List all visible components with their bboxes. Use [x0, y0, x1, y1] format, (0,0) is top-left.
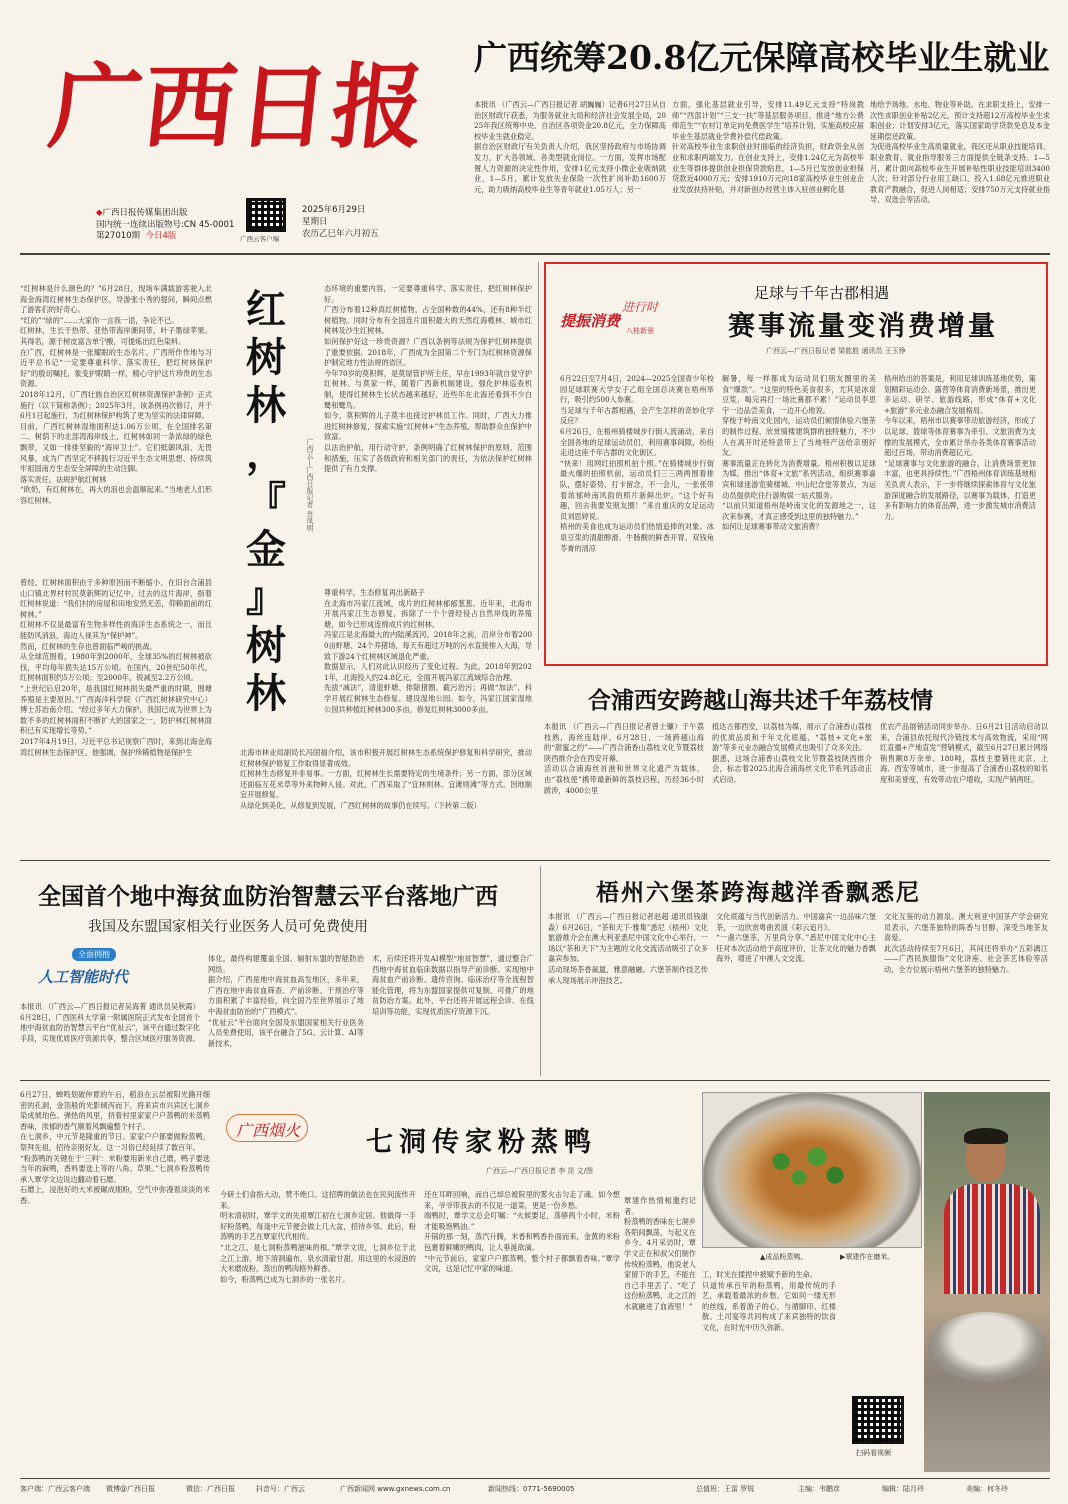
mangrove-headline-char: 树: [246, 334, 286, 381]
thalassemia-story: [20, 866, 534, 1076]
football-kicker: 足球与千年古郡相遇: [754, 284, 890, 302]
dish-photo: [702, 1092, 922, 1248]
section-divider-2: [20, 1080, 1050, 1081]
badge-tag: 八桂新景: [626, 327, 654, 335]
video-qr-caption: 扫码看视频: [856, 1449, 891, 1457]
masthead-meta: [96, 208, 234, 243]
lychee-col2: 抵达古都西安，以荔枝为媒，展示了合浦香山荔枝的优质品质和千年文化底蕴，“荔枝+文化+旅游”等多元业态融合发展模式也吸引了众多关注。 据悉，这场合浦香山荔枝文化节暨荔枝陕西推介会，标志着2025北海合浦海丝文化节系列活动正式启动。: [712, 722, 872, 784]
column-divider: [538, 262, 539, 650]
newspaper-logo: 广西日报: [44, 53, 432, 161]
football-byline: 广西云—广西日报记者 梁乾胜 通讯员 王玉铮: [766, 347, 906, 355]
lead-story-col3: 地给予场地、水电、物业等补助。在求职支持上，安排一次性求职创业补贴2亿元，预计支持超12万高校毕业生求职创业；计划安排3亿元，落实国家助学贷款免息及本金延期偿还政策。 为促进高校毕业生高质量就业，我区还从职业技能培训、职业教育、就业指导服务三方面提供全链条支持。1—5月，累计面向高校毕业生开展补贴性职业技能培训3400人次；针对部分行业用工缺口，投入1.68亿元推进职业教育产教融合，促进人岗相适；安排750万元支持就业指导、双选会等活动。: [870, 100, 1050, 205]
lychee-headline: 合浦西安跨越山海共述千年荔枝情: [588, 687, 933, 714]
lunar-date: 农历乙巳年六月初五: [302, 229, 379, 239]
man-hair: [964, 1128, 1008, 1144]
mangrove-byline: 广西云—广西日报记者 吾凤明: [306, 438, 314, 532]
tea-story: [548, 866, 1048, 1076]
yanhuo-badge: [226, 1108, 316, 1148]
qr-code-icon[interactable]: [246, 198, 286, 232]
date: 2025年6月29日: [302, 205, 366, 215]
mangrove-headline-char: 红: [246, 286, 286, 333]
mangrove-col1: “红树林是什么颜色的？”6月28日，现场车满载游客驶入北海金海湾红树林生态保护区，导游张小秀的提问，瞬间点燃了游客们的好奇心。 “红的”“绿的”……大家你一言我一语，争论不已。 红树林，生长于热带、亚热带海岸潮间带，叶子墨绿苹果。其得名，源于树皮富含单宁酸，可提炼出红色染料。 在广西，红树林是一张耀眼的生态名片。广西所作作地与习近平总书记“一定要尊重科学、落实责任，把红树林保护好”的殷切嘱托，象变护眼睛一样，精心守护这片珍贵的生态资源。 2018年12月，《广西壮族自治区红树林资源保护条例》正式施行（以下简称条例）；2025年3月，该条例再次修订，并于6月1日起施行，为红树林保护构筑了更为坚实的法律屏障。 目前，广西红树林湿地面积达1.06万公顷，在全国排名第二。树荫下的北部湾海岸线上，红树林如同一条浓绿的绿色飘带，又如一排排坚毅的“海岸卫士”。它们抵御风浪、无畏风暴，成为广西坚定不移践行习近平生态文明思想、持续筑牢祖国南方生态安全屏障的生动注脚。 落实责任，法规护航红树林 “欧奶，有红树林在，再大的浪也会温顺起来。”当地老人们形容红树林。: [20, 284, 212, 505]
footer-app: 客户端：广西云客户端: [20, 1485, 90, 1493]
football-story: [544, 262, 1048, 666]
mangrove-col2b: 尊重科学，生态修复再出新路子 在北海市冯家江流域，成片的红树林郁郁葱葱。近年来，北海市开展冯家江生态修复，拆除了一个个曾经侵占自然岸线的养殖塘，如今已形成连绵成片的红树林。 冯家江是北海最大的内陆溪流河。2018年之前，沿岸分布着2000亩虾塘、24个养猪场，每天有超过万吨的污水直接排入大海，导致下游24个红树林区域退化严重。 数据显示，人们对此认识经历了变化过程。为此，2018年到2021年，北海投入约24.8亿元，全面开展冯家江流域综合治理。 先拔“减法”，清退虾塘、排除猪圈、截污治污；再做“加法”，科学开展红树林生态修复、建设湿地公园。如今，冯家江国家湿地公园共种植红树林300多亩，修复红树林3000多亩。: [324, 588, 532, 714]
cilantro-garnish: [763, 1143, 853, 1189]
publisher: 广西日报传媒集团出版: [102, 208, 188, 218]
footer-douyin: 抖音号：广西云: [256, 1485, 305, 1493]
footer-wechat: 微信：广西日报: [186, 1485, 235, 1493]
footer-designer: 美编：何冬玲: [966, 1485, 1008, 1493]
issn: 国内统一连续出版物号:CN 45-0001: [96, 219, 235, 230]
thalassemia-col1: 本报讯 （广西云—广西日报记者吴海菁 通讯员吴秋霞）6月28日，广西医科大学第一附属医院正式发布全国首个地中海贫血防治智慧云平台“优祉云”，该平台通过数字化手段，实现优质医疗资源共享，整合区域医疗服务资源。: [20, 1002, 200, 1043]
football-col1: 6月22日至7月4日，2024—2025全国青少年校园足球联赛大学女子乙组全国总决赛在梧州举行，吸引约500人参赛。 当足球与千年古郡相遇，会产生怎样的奇妙化学反应？ 6月26日，在梧州骑楼城步行街人流涌动，来自全国各地的足球运动员们，利用赛事间隙，纷纷走进这座千年古郡的文化街区。 “快来！用网红拍照机拍个照。”在骑楼城步行街最火爆的拍照机前，运动员们三三两两围着排队，摆好姿势，打卡留念，不一会儿，一张张带着浓郁岭南风韵的照片新鲜出炉。“这个好有趣，回去我要发朋友圈！”来自重庆的女足运动员刘思婷说。 梧州的美食也成为运动员们热情追捧的对象。冰泉豆浆的清甜醇滑、牛肠酸的鲜香开胃、双钱龟苓膏的清凉: [560, 374, 714, 553]
footer-chief-editor: 主编：韦鹏彦: [798, 1485, 840, 1493]
date-block: [302, 204, 379, 240]
lead-story-col1: 本报讯 （广西云—广西日报记者 胡巍巍）记者6月27日从自治区财政厅获悉，为服务就业大局和经济社会发展全局，2025年我区统筹中央、自治区各项资金20.8亿元，全力保障高校毕业生就业稳定。 据自治区财政厅有关负责人介绍，我区坚持政府与市场协调发力，扩大各领域、各类型就业岗位。一方面，发挥市场配置人力资源的决定性作用，安排1亿元支持小微企业吸纳就业，1—5月，累计发放失业保险一次性扩岗补助1600万元，助力吸纳高校毕业生等青年就业1.05万人；另一: [474, 100, 666, 194]
duck-col1: 6月27日，蝉鸣划破仲夏的午后，稻浪在云层被阳光撕开细密的孔洞，金箔般的光影倾泻而下，将来宾市兴宾区七洞乡染成琥珀色。弹热的风里，挤着村里家家户户蒸鸭的米蒸鸭香味，浓郁的香气顺着风飘遍整个村子。 在七洞乡，中元节是隆重的节日。家家户户都要做粉蒸鸭，祭拜先祖，招待亲朋好友。这一习俗已经延续了数百年。 “粉蒸鸭的关键在于‘三料’：米粉要用新米自己磨，鸭子要选当年的麻鸭，香料要选上等的八角、草果。”七洞乡粉蒸鸭传承人覃学文边说边翻动着石磨。 石磨上，浸泡好的大米被碾成细粉，空气中弥漫着淡淡的米香。: [20, 1090, 210, 1205]
mangrove-col3: 北海市林业局副局长冯国福介绍，该市积极开展红树林生态系统保护修复和科学研究，推动红树林保护修复工作取得显著成效。 红树林生态修复并非易事。一方面，红树林生长需要特定的生境条件；另一方面，部分区域还面临互花米草等外来物种入侵。对此，广西采取了“宜林则林、宜滩则滩”等方式，因地制宜开展修复。 从绿化到美化，从修复到发展，广西红树林的故事仍在续写。（下转第二版）: [240, 748, 532, 810]
footer-divider: [20, 1478, 1050, 1479]
duck-byline: 广西云—广西日报记者 李 昆 文/图: [486, 1167, 594, 1175]
mangrove-headline: [240, 286, 292, 718]
footer-hotline: 新闻热线：0771-5690005: [488, 1485, 575, 1493]
duck-col4: 覃建作热情相邀约记者。 粉蒸鸭的香味在七洞乡各陌间飘荡，与起义在乡今。4月采访时，覃学文正在和叔父们制作传统粉蒸鸭，他说老人家留下的手艺，不能在自己手里丢了。“吃了这份粉蒸鸭，北之江的水就融进了血液里！”: [624, 1196, 696, 1311]
badge-sub: 进行时: [622, 300, 659, 314]
mangrove-story: [20, 258, 532, 856]
thalassemia-subhead: 我国及东盟国家相关行业医务人员可免费使用: [88, 919, 368, 935]
football-headline: 赛事流量变消费增量: [728, 311, 998, 342]
miller-caption: ▶覃建作在磨米。: [840, 1253, 895, 1261]
yanhuo-label: 广西烟火: [236, 1121, 301, 1140]
column-divider-2: [540, 866, 541, 1076]
thalassemia-headline: 全国首个地中海贫血防治智慧云平台落地广西: [38, 883, 498, 910]
duck-col2: 今研士们食指大动，赞不绝口。这招牌的做法也在民间流传开来。 明末清初时，覃学文的先祖覃江初在七洞乡定居。他做得一手好粉蒸鸭，每逢中元节便会做上几大盆，招待乡邻。此后，粉蒸鸭的手艺在覃家代代相传。 “北之江，是七洞粉蒸鸭滋味的根。”覃学文说，七洞乡位于北之江上游，地下溶洞遍布，泉水清澈甘甜。用这里的水浸泡的大米磨成粉，蒸出的鸭肉格外鲜香。 如今，粉蒸鸭已成为七洞乡的一张名片。: [220, 1190, 416, 1284]
footer: [20, 1484, 1050, 1498]
mangrove-headline-char: 林: [246, 382, 286, 429]
lychee-col3: 优农产品展销活动同步举办。日6月21日活动启动以来，合浦县依托现代冷链技术与高效物流，采用“网红直播+产地直发”营销模式，截至6月27日累计网络销售额8万余单、180吨，荔枝主要销往北京、上海、西安等城市，进一步提高了合浦香山荔枝的知名度和美誉度，有效带动农户增收，实现产销两旺。: [880, 722, 1048, 784]
masthead: [0, 0, 1068, 250]
miller-photo: [924, 1092, 1050, 1472]
page-count: 今日4版: [145, 231, 177, 241]
lychee-story: [544, 674, 1048, 854]
duck-headline: 七洞传家粉蒸鸭: [366, 1127, 597, 1158]
man-shirt: [944, 1184, 1040, 1294]
ai-badge-top: 全面拥抱: [72, 948, 116, 961]
badge-main: 提振消费: [560, 312, 621, 330]
duck-story: [20, 1086, 1050, 1471]
ai-era-badge: [32, 944, 182, 994]
tea-col3: 文化互鉴的动力源泉。澳大利亚中国茶产学会研究员表示，六堡茶独特的陈香与甘醇，深受当地茶友喜爱。 此次活动持续至7月6日，其间还将举办“五彩漓江——广西民族服饰”文化讲座、社会茶艺体验等活动，全方位展示梧州六堡茶的独特魅力。: [884, 912, 1048, 974]
mangrove-col1b: 曾经，红树林面积由于多种原因而不断缩小。在旧台合浦县山口镇北界村村民莫新辉的记忆中，过去的这片海岸，指着红树林说道：“我们村的房屋和田地安然无恙，仰赖面前的红树林。” 红树林不仅是最富有生物多样性的海洋生态系统之一，而且能防风消浪，海边人视其为“保护神”。 然而，红树林的生存也曾面临严峻的挑战。 从全球范围看，1980年到2000年，全球35%的红树林被砍伐，平均每年损失达15万公顷。在国内，20世纪50年代，红树林面积约5万公顷；至2000年，锐减至2.2万公顷。 “上世纪后启20年，是我国红树林损失最严重的时期，围塘养殖是主要原因。”广西海洋科学院（广西红树林研究中心）博士苏治南介绍，“经过多年大力保护，我国已成为世界上为数不多的红树林面积不断扩大的国家之一，防护林红树林面积已有实现增长等势。” 2017年4月19日，习近平总书记视察广西时，来到北海金海湾红树林生态保护区。他强调，保护珍稀植物是保护生: [20, 578, 212, 757]
masthead-divider: [20, 253, 1050, 255]
video-qr-icon[interactable]: [852, 1396, 904, 1444]
mangrove-headline-char: 林: [246, 670, 286, 717]
qr-caption: 广西云客户端: [240, 235, 279, 243]
footer-editor: 编辑：陆月玲: [882, 1485, 924, 1493]
lead-story-col2: 方面，强化基层就业引导，安排11.49亿元支持“特岗教师”“西部计划”“三支一扶”等基层服务项目，推进“地方公费师范生”“农村订单定向免费医学生”培养计划，实施高校应届毕业生基层就业学费补偿代偿政策。 针对高校毕业生求职创业时面临的经济负担，财政资金从创业和求职两端发力。在创业支持上，安排1.24亿元为高校毕业生等群体提供创业担保贷款贴息，1—5月已发放创业担保贷款近4000万元；安排1910万元向18家高校毕业生创业企业发放扶持补贴，并对新创办经营主体入驻创业孵化基: [672, 100, 864, 194]
thalassemia-col2: 体化，最终构建覆盖全国、辐射东盟的智能防治网络。 据介绍，广西是地中海贫血高发地区，多年来，广西在地中海贫血筛查、产前诊断、干预治疗等方面积累了丰富经验，向全国乃至世界展示了地中海贫血防治的“广西模式”。 “优祉云”平台面向全国及东盟国家相关行业医务人员免费使用，该平台融合了5G、云计算、AI等新技术，: [208, 954, 364, 1048]
mangrove-headline-chars: [240, 286, 292, 718]
stone-mill: [928, 1312, 1046, 1382]
ai-badge-main: 人工智能时代: [38, 968, 129, 986]
lead-headline: 广西统筹20.8亿元保障高校毕业生就业: [474, 38, 1050, 77]
duck-col5: 工，时光在揉捏中被赋予新的生命。 只道传承百年的粉蒸鸭，用最传统的手艺，承载着最浓的乡愁。它如同一缕无形的丝线，系着游子的心，与循脚印、红楼散、土司宴等共同构成了来宾独特的饮食文化，在时光中历久弥新。: [702, 1270, 836, 1332]
lychee-col1: 本报讯 （广西云—广西日报记者曾士镰）于午荔枝熟，海丝连陆岸。6月28日，一场跨越山海的“甜蜜之约”——广西合浦香山荔枝文化节暨荔枝陕西推介会在西安开幕。 活动以合浦海丝首港和世界文化遗产为载体，由“荔枝使”携带最新鲜的荔枝启程，历经36小时跋涉，4000公里: [544, 722, 704, 795]
mangrove-headline-char: 『: [246, 478, 286, 525]
mangrove-headline-char: ，: [246, 430, 286, 477]
dish-caption: ▲成品粉蒸鸭。: [760, 1253, 808, 1261]
tea-col2: 文化底蕴与当代创新活力。中国嘉宾一边品味六堡茶，一边欣赏粤曲表演《彩云追月》。 “一盏六堡茶，万里尚分享。”悉尼中国文化中心主任对本次活动给予高度评价，让茶文化的魅力香飘海外，增进了中澳人文交流。: [716, 912, 876, 964]
footer-website[interactable]: 广西新闻网 www.gxnews.com.cn: [340, 1485, 451, 1493]
football-col2: 解暑，每一样都成为运动员们朋友圈里的美食“爆款”。“这里的特色美食很多，尤其是冰泉豆浆，喝完再打一场比赛都不累！”运动员李思宇一边品尝美食，一边开心地说。 穿梭于岭南文化园内，运动员们倾情体验六堡茶的制作过程、欣赏骑楼建筑群的独特魅力，不少人在离开时还特意带上了当地特产送给亲朋好友。 赛事流量正在转化为消费增量。梧州积极以足球为媒，推出“体育+文旅”系列活动，组织赛事嘉宾和球迷游览骑楼城、中山纪念堂等景点，为运动员提供吃住行游购娱一站式服务。 “以前只知道梧州是岭南文化的发源地之一，这次来参赛，才真正感受到这里的独特魅力。” 如何让足球赛事带动文旅消费？: [722, 374, 876, 532]
thalassemia-col3: 术，后续还将开发AI模型“地贫智慧”，通过整合广西地中海贫血临床数据以指导产前诊断。实现地中海贫血产前诊断、遗传咨询、临床治疗等全流程智能化管理，将为东盟国家提供可复制、可推广的地贫防治方案。此外，平台还将开展远程会诊、在线培训等功能，实现优质医疗资源下沉。: [372, 954, 534, 1016]
tea-col1: 本报讯 （广西云—广西日报记者赵超 通讯员钱康淼）6月26日，“茶和天下·雅集”悉尼（梧州）文化旅游推介会在澳大利亚悉尼中国文化中心举行，一场以“茶和天下”为主题的文化交流活动吸引了众多嘉宾参加。 活动现场茶香氤氲，雅意融融。六堡茶制作技艺传承人现场展示冲泡技艺。: [548, 912, 708, 985]
weekday: 星期日: [302, 217, 328, 227]
mangrove-headline-char: 树: [246, 622, 286, 669]
section-divider: [20, 860, 1050, 861]
tea-headline: 梧州六堡茶跨海越洋香飘悉尼: [596, 879, 921, 906]
mangrove-col2: 态环境的重要内容，一定要尊重科学、落实责任，把红树林保护好。 广西分布着12种真红树植物，占全国种数的44%，还有8种半红树植物。同时分布有全国连片面积最大的天然红海榄林、城市红树林及沙生红树林。 如何保护好这一珍贵资源？广西以条例等法规为保护红树林提供了重要依据。2018年，广西成为全国第二个专门为红树林资源保护制定地方性法规的省区。 今年70岁的莫积辉，是莫屋管护所主任，早在1993年就自觉守护红树林。与莫家一样，随着广西新机制建设，强化护林巡查机制，使得红树林生长状态越来越好，近些年在北海还看到不少白鹭和鹭鸟。 如今，莫积辉的儿子莫丰也接过护林员工作。同时，广西大力推进红树林修复，探索实施“红树林+”生态养殖，帮助群众在保护中致富。 以法治护航，用行动守护。条例明确了红树林保护的原则、范围和措施，压实了各级政府和相关部门的责任，为依法保护红树林提供了有力支撑。: [324, 284, 532, 474]
issue-number: 第27010期: [96, 231, 141, 241]
mangrove-headline-char: 金: [246, 526, 286, 573]
diamond-icon: ◆: [96, 208, 103, 218]
mangrove-headline-char: 』: [246, 574, 286, 621]
duck-col3: 还在耳畔回响，而自己却总被院里的雾火击匀走了魂。如今想来，爷爷带我去的不仅是一道菜，更是一份乡愁。 端鸭时，覃学文总会叮嘱：“火候要足，蒸够两个小时，米粉才能吸饱鸭油。” 开锅的那一刻，蒸汽升腾，米香和鸭香扑面而来，金黄的米粉包裹着鲜嫩的鸭肉，让人垂涎欲滴。 “中元节前后，家家户户都蒸鸭，整个村子都飘着香味。”覃学文说，这是记忆中家的味道。: [424, 1190, 620, 1274]
football-col3: 梧州给出的答案是，利用足球训练基地优势，策划精彩运动会、露营等体育消费新场景，推出更多运动、研学、旅游线路，形成“体育+文化+旅游”多元业态融合发展格局。 今年以来，梧州市以赛事带动旅游经济，形成了以足球、篮球等体育赛事为牵引、文旅消费为支撑的发展模式，全市累计举办各类体育赛事活动超过百场，带动消费超亿元。 “足球赛事与文化旅游的融合，让消费场景更加丰富，也更具持续性。”广西梧州体育训练基地相关负责人表示，下一步将继续探索体育与文化旅游深度融合的发展路径，以赛事为载体，打造更多有影响力的体育品牌，进一步激发城市消费活力。: [884, 374, 1036, 521]
footer-weibo: 微博@广西日报: [106, 1485, 155, 1493]
consumption-badge: [560, 296, 670, 340]
footer-duty-editors: 总值班：王雷 罗锐: [696, 1485, 755, 1493]
